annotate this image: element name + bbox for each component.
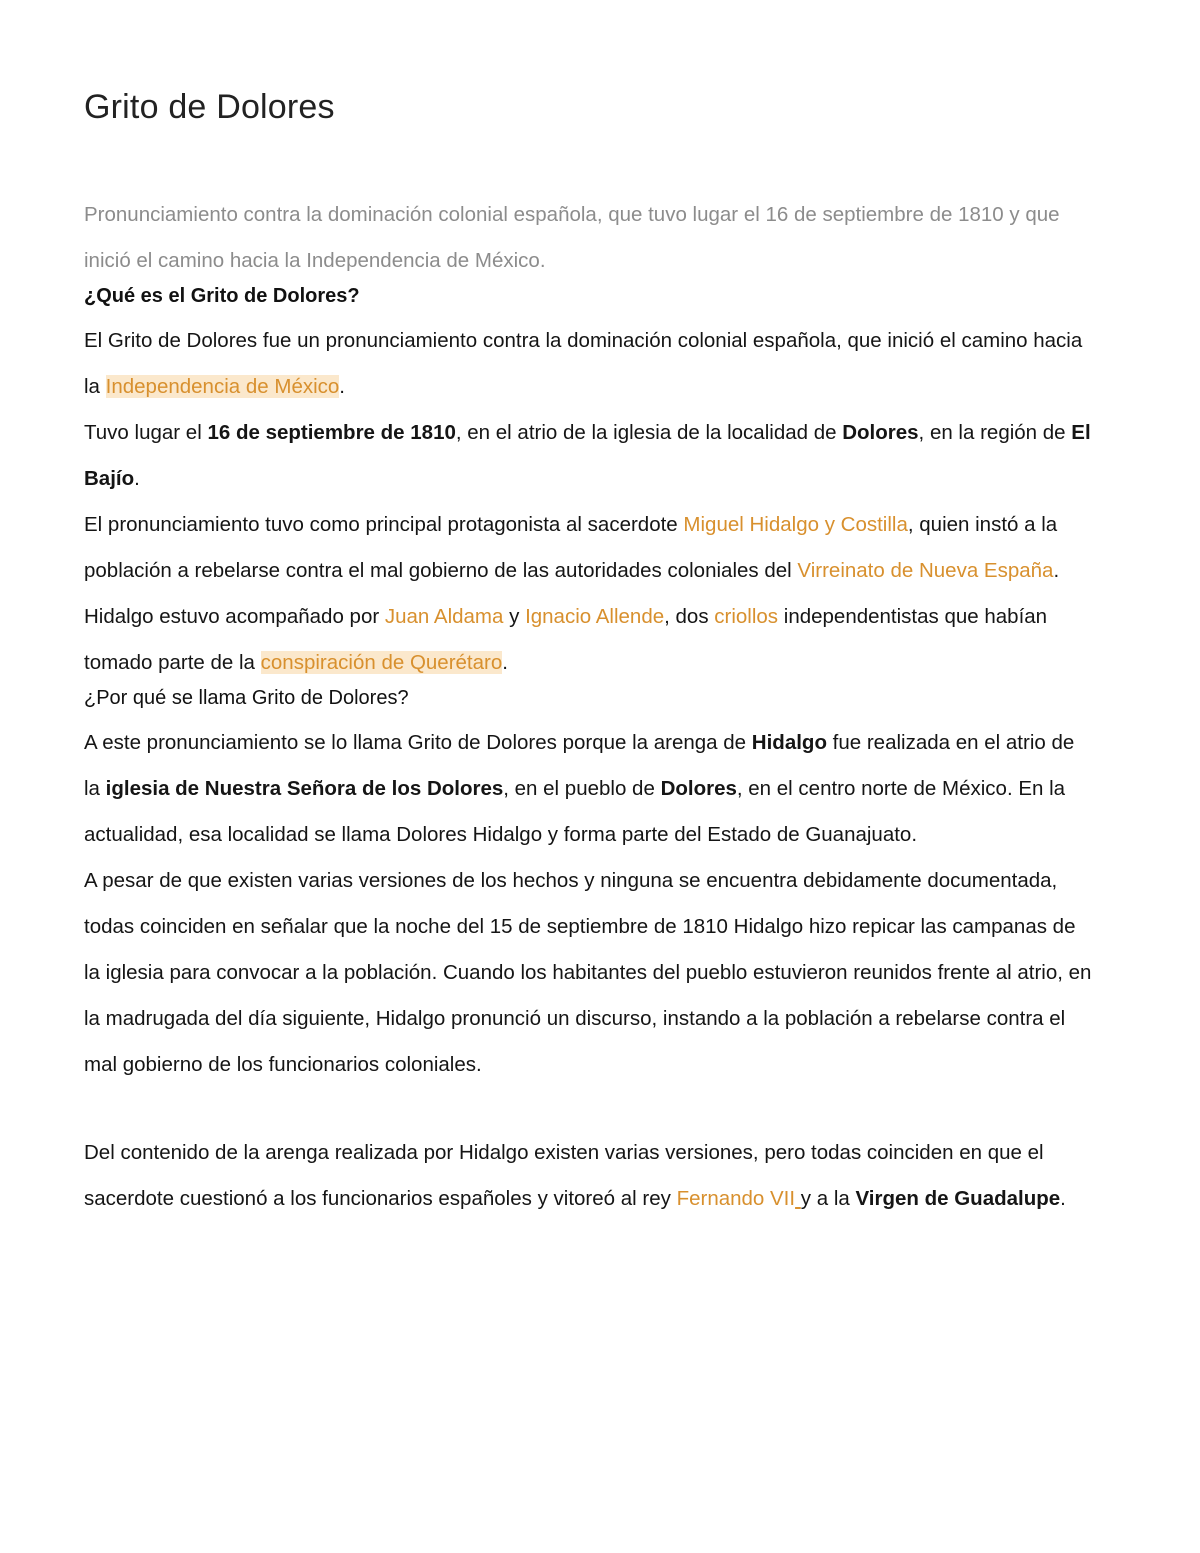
text-run: . xyxy=(502,651,508,674)
text-run: El pronunciamiento tuvo como principal protagonista al sacerdote xyxy=(84,513,684,536)
text-run: . xyxy=(1053,559,1060,582)
link-virreinato-nueva-espana[interactable]: Virreinato de Nueva España xyxy=(797,559,1054,582)
paragraph xyxy=(84,1130,1094,1222)
bold-dolores: Dolores xyxy=(842,421,919,444)
paragraph xyxy=(84,720,1094,858)
bold-dolores: Dolores xyxy=(660,777,737,800)
text-run: . xyxy=(339,375,345,398)
link-fernando-vii[interactable]: Fernando VII xyxy=(676,1187,796,1210)
text-run: independentistas que habían tomado parte de la xyxy=(84,605,1048,674)
spacer xyxy=(84,1088,1094,1130)
link-criollos[interactable]: criollos xyxy=(714,605,779,628)
text-run: . xyxy=(134,467,140,490)
link-miguel-hidalgo[interactable]: Miguel Hidalgo y Costilla xyxy=(683,513,908,536)
text-run: . xyxy=(1060,1187,1066,1210)
section-heading-que-es: ¿Qué es el Grito de Dolores? xyxy=(84,285,360,307)
text-run: , en el pueblo de xyxy=(503,777,661,800)
paragraph xyxy=(84,594,1094,686)
text-run: y a la xyxy=(800,1187,856,1210)
section-heading-por-que: ¿Por qué se llama Grito de Dolores? xyxy=(84,687,409,709)
bold-iglesia: iglesia de Nuestra Señora de los Dolores xyxy=(105,777,504,800)
text-run: , en el atrio de la iglesia de la localidad de xyxy=(455,421,843,444)
link-ignacio-allende[interactable]: Ignacio Allende xyxy=(525,605,665,628)
text-run: y xyxy=(503,605,526,628)
lead-paragraph: Pronunciamiento contra la dominación colonial española, que tuvo lugar el 16 de septiembre de 1810 y que inició el camino hacia la Independencia de México. xyxy=(84,203,1060,272)
paragraph xyxy=(84,502,1094,594)
article xyxy=(84,84,1094,1222)
link-juan-aldama[interactable]: Juan Aldama xyxy=(384,605,504,628)
bold-hidalgo: Hidalgo xyxy=(751,731,827,754)
bold-virgen-guadalupe: Virgen de Guadalupe xyxy=(855,1187,1061,1210)
text-run: fue realizada en el atrio de la xyxy=(84,731,1075,800)
text-run: , en el centro norte de México. En la actualidad, esa localidad se llama Dolores Hidalgo y forma parte del Estado de Guanajuato. xyxy=(84,777,1066,846)
paragraph xyxy=(84,318,1094,410)
page-title: Grito de Dolores xyxy=(84,88,335,126)
paragraph: A pesar de que existen varias versiones de los hechos y ninguna se encuentra debidamente documentada, todas coinciden en señalar que la noche del 15 de septiembre de 1810 Hidalgo hizo repicar las campanas de la iglesia para convocar a la población. Cuando los habitantes del pueblo estuvieron reunidos frente al atrio, en la madrugada del día siguiente, Hidalgo pronunció un discurso, instando a la población a rebelarse contra el mal gobierno de los funcionarios coloniales. xyxy=(84,869,1092,1076)
text-run: Hidalgo estuvo acompañado por xyxy=(84,605,385,628)
text-run: Del contenido de la arenga realizada por Hidalgo existen varias versiones, pero todas coinciden en que el sacerdote cuestionó a los funcionarios españoles y vitoreó al rey xyxy=(84,1141,1044,1210)
text-run: , dos xyxy=(664,605,715,628)
bold-el-bajio: El Bajío xyxy=(84,421,1091,490)
text-run: Tuvo lugar el xyxy=(84,421,208,444)
text-run: A este pronunciamiento se lo llama Grito de Dolores porque la arenga de xyxy=(84,731,752,754)
link-conspiracion-queretaro[interactable]: conspiración de Querétaro xyxy=(260,651,503,674)
text-run: , en la región de xyxy=(918,421,1072,444)
paragraph xyxy=(84,410,1094,502)
bold-date: 16 de septiembre de 1810 xyxy=(207,421,456,444)
link-independencia-de-mexico[interactable]: Independencia de México xyxy=(105,375,340,398)
text-run: , quien instó a la población a rebelarse contra el mal gobierno de las autoridades coloniales del xyxy=(84,513,1058,582)
text-run: El Grito de Dolores fue un pronunciamiento contra la dominación colonial española, que inició el camino hacia la xyxy=(84,329,1083,398)
